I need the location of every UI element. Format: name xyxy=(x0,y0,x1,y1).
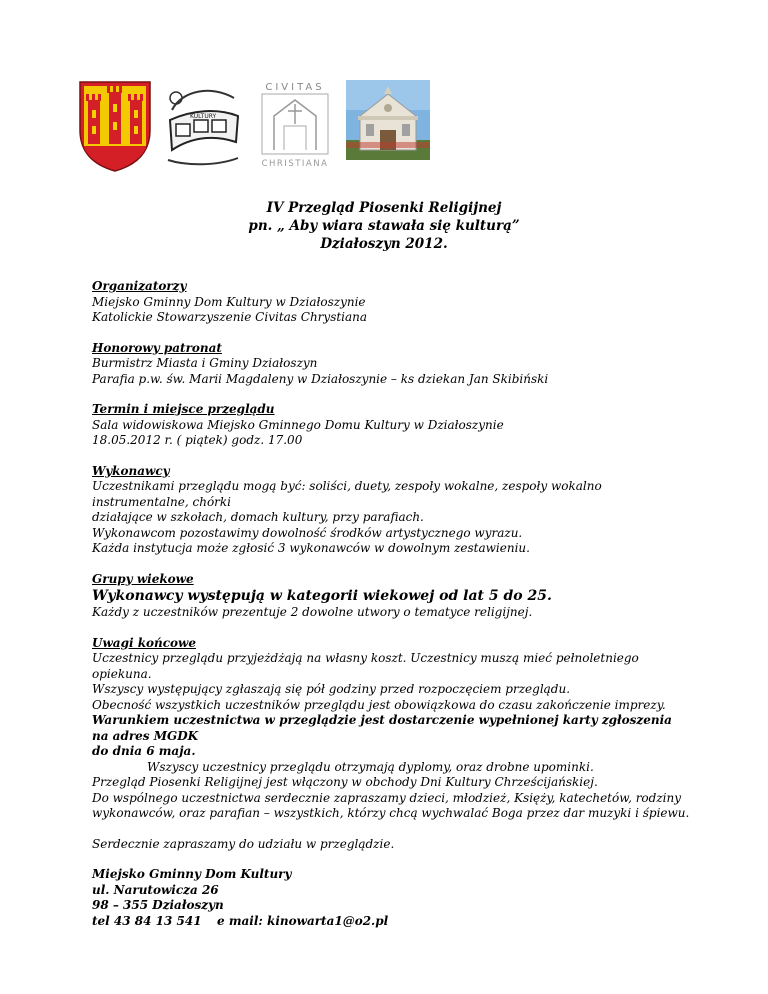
performers-line: Każda instytucja może zgłosić 3 wykonawców w dowolnym zestawieniu. xyxy=(92,541,530,555)
performers-section xyxy=(92,464,692,557)
performers-line: Wykonawcom pozostawimy dowolność środków artystycznego wyrazu. xyxy=(92,525,523,540)
title-line-2: pn. „ Aby wiara stawała się kulturą” xyxy=(248,218,520,234)
patronage-heading: Honorowy patronat xyxy=(92,340,222,355)
title-line-3: Działoszyn 2012. xyxy=(320,236,448,252)
culture-house-logo xyxy=(162,80,244,172)
organizer-line: Katolickie Stowarzyszenie Civitas Chrystiana xyxy=(92,310,368,324)
performers-line: działające w szkołach, domach kultury, przy parafiach. xyxy=(92,510,424,524)
performers-heading: Wykonawcy xyxy=(92,463,170,478)
organizers-section xyxy=(92,279,692,326)
organizers-heading: Organizatorzy xyxy=(92,279,187,293)
venue-section xyxy=(92,402,692,449)
remarks-line: wykonawców, oraz parafian – wszystkich, którzy chcą wychwalać Boga przez dar muzyki i śpiewu. xyxy=(92,806,690,820)
age-line: Każdy z uczestników prezentuje 2 dowolne utwory o tematyce religijnej. xyxy=(92,605,533,619)
remarks-line: Przegląd Piosenki Religijnej jest włączony w obchody Dni Kultury Chrześcijańskiej. xyxy=(92,775,598,789)
coat-of-arms-logo xyxy=(78,80,152,172)
church-photo xyxy=(346,80,430,160)
contact-street: ul. Narutowicza 26 xyxy=(92,882,219,897)
remarks-line: Uczestnicy przeglądu przyjeżdżają na własny koszt. Uczestnicy muszą mieć pełnoletniego opiekuna. xyxy=(92,651,639,681)
contact-name: Miejsko Gminny Dom Kultury xyxy=(92,867,292,881)
contact-email[interactable]: e mail: kinowarta1@o2.pl xyxy=(217,913,389,928)
remarks-line: Wszyscy uczestnicy przeglądu otrzymają dyplomy, oraz drobne upominki. xyxy=(147,759,594,774)
remarks-line: Wszyscy występujący zgłaszają się pół godziny przed rozpoczęciem przeglądu. xyxy=(92,682,571,696)
performers-line: Uczestnikami przeglądu mogą być: soliści, duety, zespoły wokalne, zespoły wokalno instrumentalne, chórki xyxy=(92,479,602,509)
age-category: Wykonawcy występują w kategorii wiekowej od lat 5 do 25. xyxy=(92,588,552,604)
venue-heading: Termin i miejsce przeglądu xyxy=(92,402,275,416)
contact-phone: tel 43 84 13 541 xyxy=(92,913,202,928)
organizer-line: Miejsko Gminny Dom Kultury w Działoszynie xyxy=(92,294,366,309)
patronage-line: Burmistrz Miasta i Gminy Działoszyn xyxy=(92,356,318,370)
document-body xyxy=(92,279,692,929)
venue-line: Sala widowiskowa Miejsko Gminnego Domu Kultury w Działoszynie xyxy=(92,417,504,432)
remarks-deadline: do dnia 6 maja. xyxy=(92,744,196,758)
title-line-1: IV Przegląd Piosenki Religijnej xyxy=(266,200,502,216)
svg-text:KULTURY: KULTURY xyxy=(190,113,217,120)
contact-block xyxy=(92,867,692,929)
patronage-section xyxy=(92,341,692,388)
remarks-condition: Warunkiem uczestnictwa w przeglądzie jest dostarczenie wypełnionej karty zgłoszenia na adres MGDK xyxy=(92,713,672,743)
civitas-christiana-logo xyxy=(254,80,336,172)
logo-strip xyxy=(78,80,430,172)
civitas-logo-text: CIVITAS xyxy=(265,82,325,93)
remarks-heading: Uwagi końcowe xyxy=(92,635,197,650)
patronage-line: Parafia p.w. św. Marii Magdaleny w Działoszynie – ks dziekan Jan Skibiński xyxy=(92,371,549,386)
remarks-section xyxy=(92,636,692,822)
contact-city: 98 – 355 Działoszyn xyxy=(92,898,224,912)
venue-date: 18.05.2012 r. ( piątek) godz. 17.00 xyxy=(92,433,303,447)
age-section xyxy=(92,572,692,621)
invitation: Serdecznie zapraszamy do udziału w przeglądzie. xyxy=(92,836,395,851)
document-title xyxy=(0,199,768,253)
age-heading: Grupy wiekowe xyxy=(92,571,194,586)
remarks-line: Obecność wszystkich uczestników przeglądu jest obowiązkowa do czasu zakończenie imprezy. xyxy=(92,697,666,712)
remarks-line: Do wspólnego uczestnictwa serdecznie zapraszamy dzieci, młodzież, Księży, katechetów, rodziny xyxy=(92,790,682,805)
christiana-logo-text: CHRISTIANA xyxy=(261,159,329,169)
contact-phone-email-row xyxy=(92,914,692,930)
